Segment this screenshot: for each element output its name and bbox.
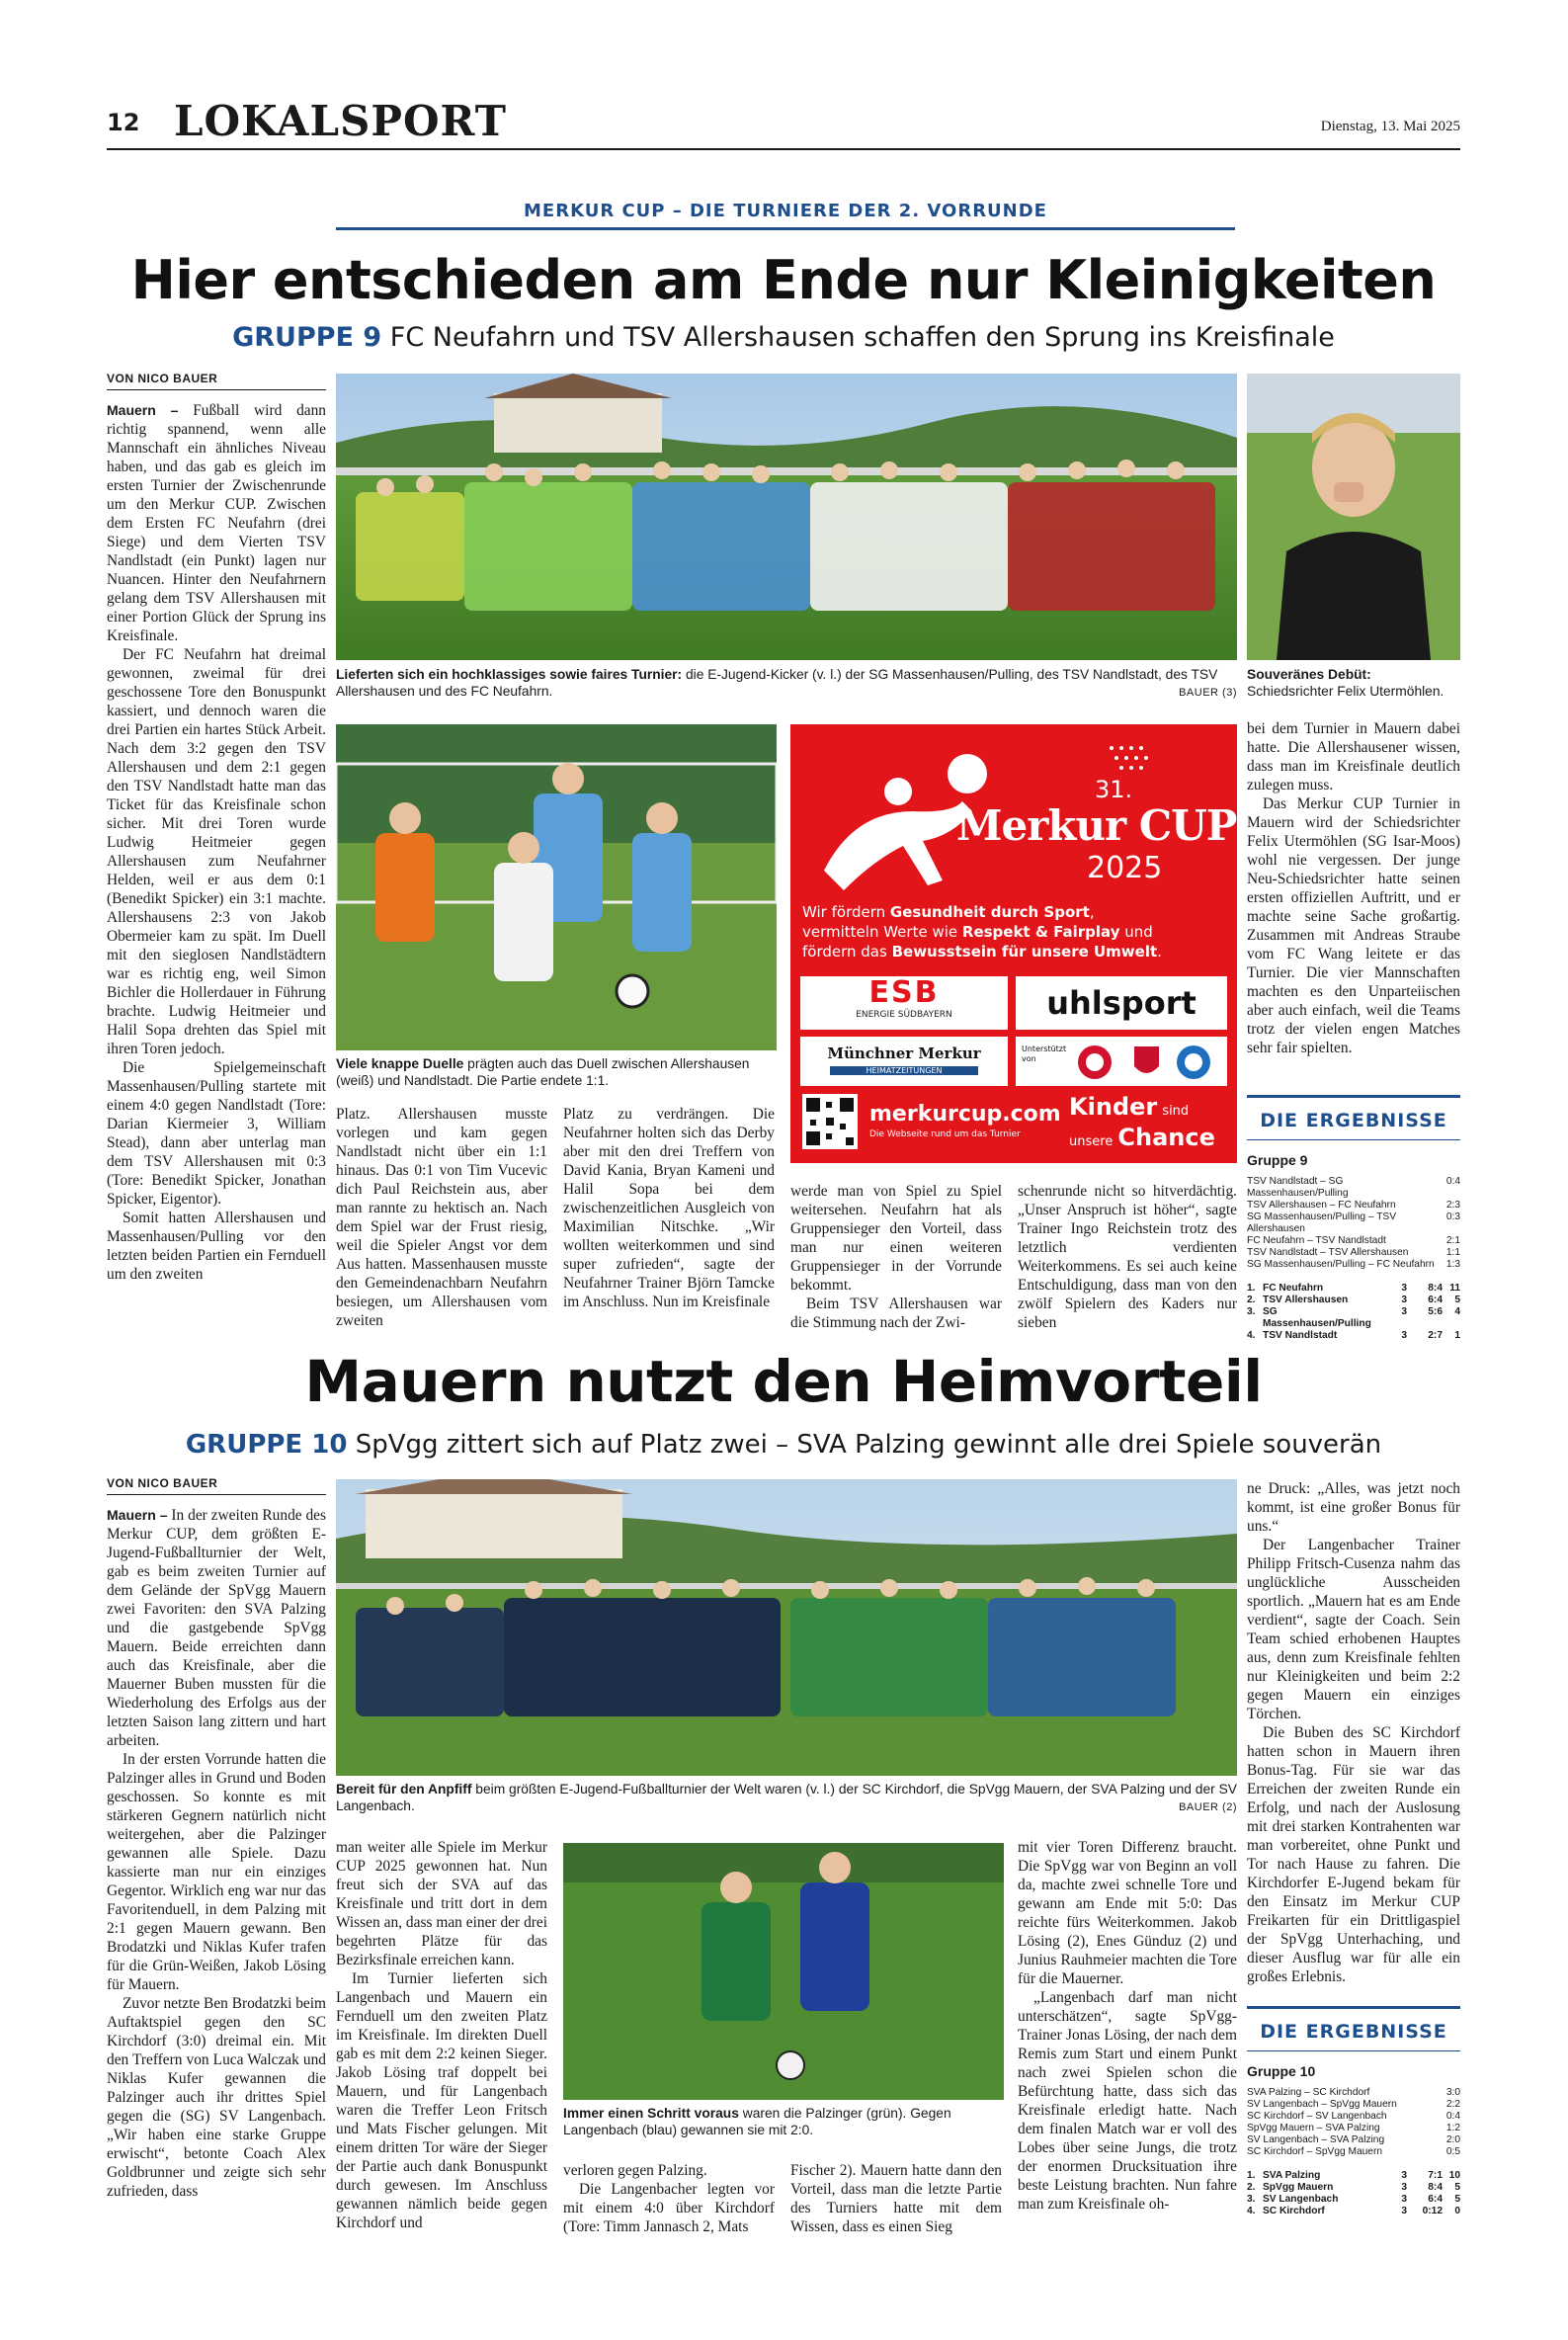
result-score: 2:3 [1445,1200,1460,1211]
table-games: 3 [1401,1306,1407,1317]
results-rule [1247,1095,1460,1098]
article2-column-1 [107,1506,326,2237]
paragraph: Die Spielgemeinschaft Massenhausen/Pulling startete mit einem 4:0 gegen Nandlstadt (Tore: Darian Kiermeier 3, William Stead), dann aber unterlag man dem TSV Allershausen mit 0:3 (Tore: Benedikt Spicker, Jonathan Spicker, Eigentor). [107,1059,326,1208]
supported-by-label: Unterstützt von [1022,1045,1067,1063]
result-score: 2:1 [1445,1235,1460,1246]
sponsor-merkur[interactable] [800,1037,1008,1086]
ad-year: 2025 [1087,851,1163,885]
article2-headline: Mauern nutzt den Heimvorteil [304,1348,1263,1415]
ad-tagline-1: Wir fördern [802,903,890,921]
paragraph: Im Turnier lieferten sich Langenbach und Mauern ein Fernduell um den zweiten Platz im Kreisfinale. Im direkten Duell gab es mit dem 2:2 keinen Sieger. Jakob Lösing traf doppelt bei Mauern, und für Langenbach waren die Treffer Leon Fritsch und Mats Fischer gelungen. Mit einem dritten Tor wäre der Sieger der Partie auch dank Bonuspunkt durch gewesen. Im Anschluss gewannen nämlich beide gegen Kirchdorf und [336,1970,547,2231]
article2-photo1-credit: BAUER (2) [1179,1801,1237,1813]
ad-url[interactable]: merkurcup.com [869,1102,1061,1127]
referee-photo [1247,374,1460,660]
club-crests-icon [1075,1043,1223,1082]
ad-tagline-2-end: und [1119,923,1153,941]
result-row [1247,1235,1460,1247]
result-row [1247,1176,1460,1200]
result-match: FC Neufahrn – TSV Nandlstadt [1247,1235,1386,1246]
results-rule-bottom-2 [1247,2050,1460,2051]
article2-photo1-caption-lead: Bereit für den Anpfiff [336,1782,472,1797]
photo3-caption [336,1055,777,1089]
article1-column-2 [336,1105,547,1332]
table-goals: 2:7 [1428,1330,1443,1341]
table-pos: 1. [1247,2170,1256,2181]
result-score: 0:3 [1445,1212,1460,1222]
article1-column-1 [107,401,326,1325]
slogan-kinder: Kinder [1069,1093,1158,1121]
article1-headline: Hier entschieden am Ende nur Kleinigkeiten [130,249,1437,311]
table-goals: 5:6 [1428,1306,1443,1317]
dateline: Mauern – [107,402,179,418]
paragraph: Fischer 2). Mauern hatte dann den Vorteil, dass man die letzte Partie des Turniers hatte mit dem Wissen, dass es einen Sieg [790,2162,1002,2235]
table-goals: 8:4 [1428,2182,1443,2193]
table-team: SVA Palzing [1263,2170,1321,2181]
paragraph: mit vier Toren Differenz braucht. Die SpVgg war von Beginn an voll da, machte zwei schnelle Tore und gewann am Ende mit 5:0: Das reichte fürs Weiterkommen. Jakob Lösing (2), Enes Günduz (2) und Junius Rauhmeier machten die Tore für die Mauerner. [1018,1839,1237,1987]
article2-column-4 [790,2161,1002,2237]
photo2-caption-lead: Souveränes Debüt: [1247,667,1371,682]
paragraph: Platz. Allershausen musste vorlegen und kam gegen Nandlstadt nicht über ein 1:1 hinaus. Das 0:1 von Tim Vucevic dich Paul Reichstein aus, aber man rannte zu hektisch an. Nach dem Spiel war der Frust riesig, weil die Spieler Angst vor dem Aus hatten. Massenhausen musste den Gemeindenachbarn Neufahrn besiegen, um Allershausen vom zweiten [336,1106,547,1329]
paragraph: verloren gegen Palzing. [563,2162,707,2179]
result-score: 0:4 [1445,1176,1460,1187]
group-label: GRUPPE 9 [232,322,382,353]
result-match: TSV Nandlstadt – TSV Allershausen [1247,1247,1409,1258]
header-rule [107,148,1460,150]
result-score: 0:5 [1445,2146,1460,2157]
results-group-label-2: Gruppe 10 [1247,2063,1316,2079]
result-row [1247,2123,1460,2134]
paragraph: In der ersten Vorrunde hatten die Palzinger alles in Grund und Boden geschossen. So konnte es mit stärkeren Gegnern natürlich nicht weitergehen, aber die Palzinger gewannen alle Spiele. Dazu kassierte man nur ein einziges Gegentor. Wirklich eng war nur das Favoritenduell, in dem Palzing mit 2:1 gegen Mauern gewann. Ben Brodatzki und Niklas Kufer trafen für die Grün-Weißen, Jakob Lösing für Mauern. [107,1751,326,1993]
ad-tagline-3: fördern das [802,943,892,961]
table-pos: 3. [1247,2194,1256,2205]
result-score: 2:2 [1445,2099,1460,2110]
article2-column-5 [1018,1838,1237,2237]
paragraph: schenrunde nicht so hitverdächtig. „Unser Anspruch ist höher“, sagte Trainer Ingo Reichstein trotz des letztlich verdienten Weiterkommens. Es sei auch keine Entschuldigung, dass man von den zwölf Spielern des Kaders nur sieben [1018,1183,1237,1331]
table-games: 3 [1401,1295,1407,1305]
duel-photo-group9 [336,724,777,1050]
page-number: 12 [107,109,140,136]
article1-column-5 [1018,1182,1237,1332]
article2-photo1-caption-text: beim größten E-Jugend-Fußballturnier der Welt waren (v. l.) der SC Kirchdorf, die SpVgg Mauern, der SVA Palzing und der SV Langenbach. [336,1782,1237,1813]
ad-brand: Merkur CUP [956,801,1237,850]
photo2-caption-text: Schiedsrichter Felix Utermöhlen. [1247,684,1444,699]
table-games: 3 [1401,2194,1407,2205]
article2-subheadline [99,1430,1468,1460]
article1-subheadline [99,322,1468,353]
subheadline-text: FC Neufahrn und TSV Allershausen schaffen den Sprung ins Kreisfinale [389,322,1335,353]
paragraph: bei dem Turnier in Mauern dabei hatte. Die Allershausener wissen, dass man im Kreisfinale deutlich zulegen muss. [1247,720,1460,794]
issue-date: Dienstag, 13. Mai 2025 [1320,119,1460,134]
results-title-2: DIE ERGEBNISSE [1260,2021,1447,2043]
team-photo-group9 [336,374,1237,660]
paragraph: Somit hatten Allershausen und Massenhausen/Pulling vor den letzten beiden Partien ein Fernduell um den zweiten [107,1210,326,1283]
ad-tagline-1-bold: Gesundheit durch Sport [889,903,1090,921]
table-pos: 2. [1247,2182,1256,2193]
article1-column-3 [563,1105,775,1332]
table-team: TSV Nandlstadt [1263,1330,1338,1341]
result-score: 3:0 [1445,2087,1460,2098]
duel-photo-group10 [563,1843,1004,2100]
result-row [1247,2146,1460,2158]
ad-tagline-2: vermitteln Werte wie [802,923,962,941]
results-rule-bottom [1247,1139,1460,1140]
table-goals: 6:4 [1428,2194,1443,2205]
result-match: TSV Nandlstadt – SG Massenhausen/Pulling [1247,1176,1349,1199]
section-title: LOKALSPORT [174,97,507,145]
table-pos: 1. [1247,1283,1256,1294]
team-photo-image [336,374,1237,660]
paragraph: Der FC Neufahrn hat dreimal gewonnen, zweimal für drei geschossene Tore den Bonuspunkt kassiert, und dennoch waren die drei Partien ein hartes Stück Arbeit. Nach dem 3:2 gegen den TSV Allershausen und dem 2:1 gegen den TSV Nandlstadt hatte man das Ticket für das Kreisfinale schon sicher. Mit drei Toren wurde Ludwig Heitmeier gegen Allershausen zum Neufahrner Helden, weil er aus dem 0:1 (Benedikt Spicker) ein 3:1 machte. Allershausens 2:3 von Jakob Obermeier kam zu spät. Im Duell mit den sieglosen Nandlstädtern war es richtig eng, weil Simon Bichler die Hollerdauer in Führung brachte. Ludwig Heitmeier und Halil Sopa drehten das Spiel mit ihren Toren jedoch. [107,646,326,1057]
article2-column-6 [1247,1479,1460,1993]
article2-photo2-caption-text: waren die Palzinger (grün). Gegen Langenbach (blau) gewannen sie mit 2:0. [563,2106,951,2137]
article1-column-6 [1247,719,1460,1075]
result-match: SC Kirchdorf – SpVgg Mauern [1247,2146,1383,2157]
group-label-2: GRUPPE 10 [185,1430,348,1460]
duel-photo-image [336,724,777,1050]
result-row [1247,1259,1460,1271]
paragraph: Die Langenbacher legten vor mit einem 4:0 über Kirchdorf (Tore: Timm Jannasch 2, Mats [563,2181,775,2235]
table-pos: 4. [1247,1330,1256,1341]
results-list [1247,1176,1460,1271]
ad-tagline: Wir fördern Gesundheit durch Sport, vermitteln Werte wie Respekt & Fairplay und fördern das Bewusstsein für unsere Umwelt. [802,903,1162,961]
results-list-2 [1247,2087,1460,2158]
team-photo-2-image [336,1479,1237,1776]
table-points: 11 [1449,1283,1460,1294]
result-row [1247,2134,1460,2146]
sponsor-merkur-sub: HEIMATZEITUNGEN [830,1066,978,1075]
table-games: 3 [1401,2182,1407,2193]
table-pos: 4. [1247,2206,1256,2216]
table-team: SC Kirchdorf [1263,2206,1325,2216]
paragraph: Platz zu verdrängen. Die Neufahrner holten sich das Derby aber mit den drei Treffern von David Kania, Bryan Kameni und Halil Sopa bei dem zwischenzeitlichen Ausgleich von Maximilian Nitschke. „Wir wollten weiterkommen und sind super zufrieden“, sagte der Neufahrner Trainer Björn Tamcke im Anschluss. Nun im Kreisfinale [563,1106,775,1310]
table-points: 4 [1454,1306,1460,1317]
result-score: 1:1 [1445,1247,1460,1258]
table-goals: 6:4 [1428,1295,1443,1305]
result-match: TSV Allershausen – FC Neufahrn [1247,1200,1396,1211]
table-row [1247,1283,1460,1295]
photo3-caption-text: prägten auch das Duell zwischen Allershausen (weiß) und Nandlstadt. Die Partie endete 1:1. [336,1056,750,1088]
slogan-unsere: unsere [1069,1134,1114,1149]
photo3-caption-lead: Viele knappe Duelle [336,1056,464,1071]
results-rule-2 [1247,2006,1460,2009]
table-points: 5 [1454,1295,1460,1305]
table-team: SV Langenbach [1263,2194,1339,2205]
table-team: TSV Allershausen [1263,1295,1349,1305]
paragraph: Das Merkur CUP Turnier in Mauern wird der Schiedsrichter Felix Utermöhlen (SG Isar-Moos) wohl nie vergessen. Der junge Neu-Schiedsrichter hatte seinen ersten offiziellen Auftritt, und er machte seine Sache großartig. Zusammen mit Andreas Straube vom FC Wang leitete er das Turnier. Die vier Mannschaften machten es den Unparteiischen aber auch einfach, weil die Teams trotz der vielen engen Matches sehr fair spielten. [1247,795,1460,1056]
table-games: 3 [1401,2206,1407,2216]
sponsor-merkur-logo: Münchner Merkur [827,1045,981,1062]
result-row [1247,2111,1460,2123]
table-row [1247,1295,1460,1306]
sponsor-uhlsport[interactable] [1016,976,1227,1030]
article2-byline: VON NICO BAUER [107,1476,218,1490]
table-team: SG Massenhausen/Pulling [1263,1306,1371,1329]
paragraph: Beim TSV Allershausen war die Stimmung nach der Zwi- [790,1295,1002,1331]
result-match: SG Massenhausen/Pulling – TSV Allershausen [1247,1212,1397,1234]
sponsor-uhlsport-logo: uhlsport [1046,984,1197,1022]
merkur-cup-ad[interactable] [790,724,1237,1163]
table-team: FC Neufahrn [1263,1283,1324,1294]
result-match: SV Langenbach – SVA Palzing [1247,2134,1385,2145]
table-games: 3 [1401,1330,1407,1341]
team-photo-group10 [336,1479,1237,1776]
results-title: DIE ERGEBNISSE [1260,1110,1447,1131]
subheadline-text-2: SpVgg zittert sich auf Platz zwei – SVA Palzing gewinnt alle drei Spiele souverän [355,1430,1382,1460]
result-match: SpVgg Mauern – SVA Palzing [1247,2123,1380,2133]
paragraph: ne Druck: „Alles, was jetzt noch kommt, ist eine großer Bonus für uns.“ [1247,1480,1460,1535]
result-row [1247,2099,1460,2111]
result-match: SVA Palzing – SC Kirchdorf [1247,2087,1370,2098]
table-pos: 2. [1247,1295,1256,1305]
ad-edition: 31. [1095,776,1133,803]
ad-url-sub: Die Webseite rund um das Turnier [869,1129,1021,1139]
referee-photo-image [1247,374,1460,660]
table-games: 3 [1401,2170,1407,2181]
paragraph: Die Buben des SC Kirchdorf hatten schon in Mauern ihren Bonus-Tag. Für sie war das Erreichen der zweiten Runde ein Erfolg, und nach der Auslosung mit drei starken Kontrahenten war man vorbereitet, ohne Punkt und Tor nach Hause zu fahren. Die Kirchdorfer E-Jugend bekam für den Einsatz im Merkur CUP Freikarten für ein Drittligaspiel der SpVgg Unterhaching, und dieser Ausflug war für alle ein großes Erlebnis. [1247,1724,1460,1985]
result-score: 1:3 [1445,1259,1460,1270]
table-row [1247,1330,1460,1342]
byline-rule-2 [107,1494,326,1495]
sponsor-esb-logo: ESB [868,975,940,1010]
ad-dots [1102,742,1161,778]
result-score: 1:2 [1445,2123,1460,2133]
sponsor-esb[interactable] [800,976,1008,1030]
result-row [1247,1247,1460,1259]
table-goals: 0:12 [1422,2206,1443,2216]
paragraph: Der Langenbacher Trainer Philipp Fritsch-Cusenza nahm das unglückliche Ausscheiden sportlich. „Mauern hat es am Ende verdient“, sagte der Coach. Sein Team schied erhobenen Hauptes aus, denn zum Kreisfinale fehlten nur Kleinigkeiten und beim 2:2 gegen Mauern ein einziges Törchen. [1247,1537,1460,1722]
standings-table [1247,1283,1460,1342]
sparkle-dots-icon [1102,742,1161,778]
result-match: SC Kirchdorf – SV Langenbach [1247,2111,1387,2122]
table-points: 5 [1454,2182,1460,2193]
table-points: 0 [1454,2206,1460,2216]
byline-rule [107,389,326,390]
article1-byline: VON NICO BAUER [107,372,218,385]
ad-slogan [1069,1094,1227,1155]
result-row [1247,1212,1460,1235]
qr-code-icon[interactable] [802,1094,858,1149]
duel-photo-2-image [563,1843,1004,2100]
kicker: MERKUR CUP – DIE TURNIERE DER 2. VORRUNDE [524,201,1047,221]
photo2-caption [1247,666,1460,700]
paragraph: werde man von Spiel zu Spiel weitersehen. Neufahrn hat als Gruppensieger den Vorteil, dass man nur einen weiteren Gruppensieger in der Vorrunde bekommt. [790,1183,1002,1294]
table-pos: 3. [1247,1306,1256,1317]
slogan-chance: Chance [1117,1124,1215,1151]
photo1-caption-lead: Lieferten sich ein hochklassiges sowie faires Turnier: [336,667,683,682]
result-match: SG Massenhausen/Pulling – FC Neufahrn [1247,1259,1435,1270]
table-row [1247,1306,1460,1330]
results-box-group9 [1247,1095,1460,1342]
results-group-label: Gruppe 9 [1247,1152,1308,1168]
paragraph: Mauern – In der zweiten Runde des Merkur CUP, dem größten E-Jugend-Fußballturnier der Welt, gab es beim zweiten Turnier auf dem Gelände der SpVgg Mauern zwei Favoriten: den SVA Palzing und die gastgebende SpVgg Mauern. Beide erreichten dann auch das Kreisfinale, aber die Mauerner Buben mussten für die Wiederholung des Erfolgs aus der letzten Saison lang zittern und hart arbeiten. [107,1507,326,1749]
paragraph: „Langenbach darf man nicht unterschätzen“, sagte SpVgg-Trainer Jonas Lösing, der nach dem Remis zum Start und einem Punkt nach zwei Spielen schon die Befürchtung hatte, dass sich das Kreisfinale erledigt hatte. Nach dem finalen Match war er voll des Lobes über seine Jungs, die trotz der enormen Drucksituation ihre beste Leistung brachten. Nun fahre man zum Kreisfinale oh- [1018,1989,1237,2213]
table-row [1247,2182,1460,2194]
table-goals: 8:4 [1428,1283,1443,1294]
table-points: 10 [1448,2170,1460,2181]
article2-column-2 [336,1838,547,2237]
result-score: 2:0 [1445,2134,1460,2145]
slogan-sind: sind [1162,1104,1190,1119]
photo1-caption-text: die E-Jugend-Kicker (v. l.) der SG Massenhausen/Pulling, des TSV Nandlstadt, des TSV Allershausen und des FC Neufahrn. [336,667,1218,699]
sponsor-esb-sub: ENERGIE SÜDBAYERN [856,1010,952,1020]
paragraph: Zuvor netzte Ben Brodatzki beim Auftaktspiel gegen den SC Kirchdorf (3:0) dreimal ein. Mit den Treffern von Luca Walczak und Niklas Kufer gewannen die Palzinger auch ihr drittes Spiel gegen die (SG) SV Langenbach. „Wir haben eine starke Gruppe erwischt“, betonte Coach Alex Goldbrunner und zeigte sich sehr zufrieden, dass [107,1995,326,2200]
photo1-credit: BAUER (3) [1179,687,1237,699]
table-points: 5 [1454,2194,1460,2205]
standings-table-2 [1247,2170,1460,2217]
supporters-box [1016,1037,1227,1086]
ad-tagline-3-bold: Bewusstsein für unsere Umwelt [891,943,1158,961]
table-row [1247,2194,1460,2206]
result-row [1247,2087,1460,2099]
result-score: 0:4 [1445,2111,1460,2122]
table-team: SpVgg Mauern [1263,2182,1334,2193]
kicker-rule [336,227,1235,230]
result-row [1247,1200,1460,1212]
dateline: Mauern – [107,1507,168,1523]
table-games: 3 [1401,1283,1407,1294]
article1-column-4 [790,1182,1002,1332]
results-box-group10 [1247,2006,1460,2217]
article2-photo2-caption [563,2105,1004,2138]
article2-photo2-caption-lead: Immer einen Schritt voraus [563,2106,739,2121]
table-points: 1 [1454,1330,1460,1341]
ad-tagline-2-bold: Respekt & Fairplay [961,923,1120,941]
page-header [107,97,1460,148]
paragraph: Mauern – Fußball wird dann richtig spannend, wenn alle Mannschaft ein ähnliches Niveau haben, und das gab es gleich im ersten Turnier der Zwischenrunde um den Merkur CUP. Zwischen dem Ersten FC Neufahrn (drei Siege) und dem Vierten TSV Nandlstadt (ein Punkt) lagen nur Nuancen. Hinter den Neufahrnern gelang dem TSV Allershausen mit einer Portion Glück der Sprung ins Kreisfinale. [107,402,326,644]
paragraph: man weiter alle Spiele im Merkur CUP 2025 gewonnen hat. Nun freut sich der SVA auf das Kreisfinale und tritt dort in dem Wissen an, dass man einer der drei begehrten Plätze für das Bezirksfinale erreichen kann. [336,1839,547,1968]
table-row [1247,2170,1460,2182]
table-row [1247,2206,1460,2217]
table-goals: 7:1 [1428,2170,1443,2181]
result-match: SV Langenbach – SpVgg Mauern [1247,2099,1397,2110]
article2-column-3 [563,2161,775,2237]
